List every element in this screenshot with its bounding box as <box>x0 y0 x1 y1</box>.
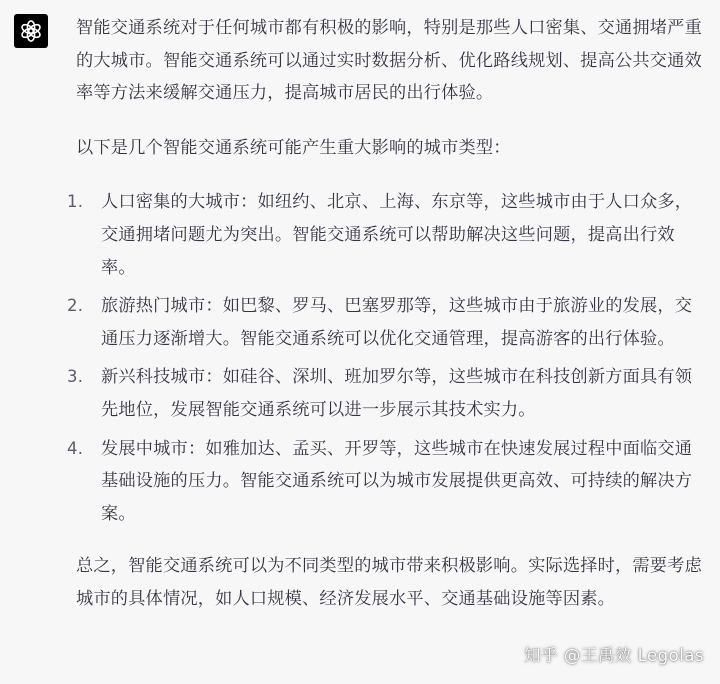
watermark: 知乎 @王禹效 Legolas <box>524 646 704 665</box>
list-item-text: 人口密集的大城市：如纽约、北京、上海、东京等，这些城市由于人口众多，交通拥堵问题尤为突出。智能交通系统可以帮助解决这些问题，提高出行效率。 <box>101 192 693 278</box>
list-item <box>67 186 706 284</box>
conclusion-paragraph: 总之，智能交通系统可以为不同类型的城市带来积极影响。实际选择时，需要考虑城市的具体情况，如人口规模、经济发展水平、交通基础设施等因素。 <box>76 556 702 609</box>
list-item-number: 2. <box>67 296 84 316</box>
list-item <box>67 433 706 531</box>
list-item-number: 1. <box>67 192 84 212</box>
list-item-text: 新兴科技城市：如硅谷、深圳、班加罗尔等，这些城市在科技创新方面具有领先地位，发展智能交通系统可以进一步展示其技术实力。 <box>101 367 693 420</box>
city-type-list <box>67 186 706 530</box>
list-item <box>67 290 706 355</box>
assistant-avatar <box>14 14 48 48</box>
lead-paragraph: 以下是几个智能交通系统可能产生重大影响的城市类型： <box>76 137 511 158</box>
list-item-text: 发展中城市：如雅加达、孟买、开罗等，这些城市在快速发展过程中面临交通基础设施的压力。智能交通系统可以为城市发展提供更高效、可持续的解决方案。 <box>101 438 693 524</box>
list-item <box>67 361 706 426</box>
intro-paragraph: 智能交通系统对于任何城市都有积极的影响，特别是那些人口密集、交通拥堵严重的大城市。智能交通系统可以通过实时数据分析、优化路线规划、提高公共交通效率等方法来缓解交通压力，提高城市居民的出行体验。 <box>76 18 702 104</box>
list-item-number: 3. <box>67 367 84 387</box>
openai-logo-icon <box>19 19 43 43</box>
assistant-message <box>67 12 706 616</box>
list-item-text: 旅游热门城市：如巴黎、罗马、巴塞罗那等，这些城市由于旅游业的发展，交通压力逐渐增大。智能交通系统可以优化交通管理，提高游客的出行体验。 <box>101 296 693 349</box>
list-item-number: 4. <box>67 438 84 458</box>
